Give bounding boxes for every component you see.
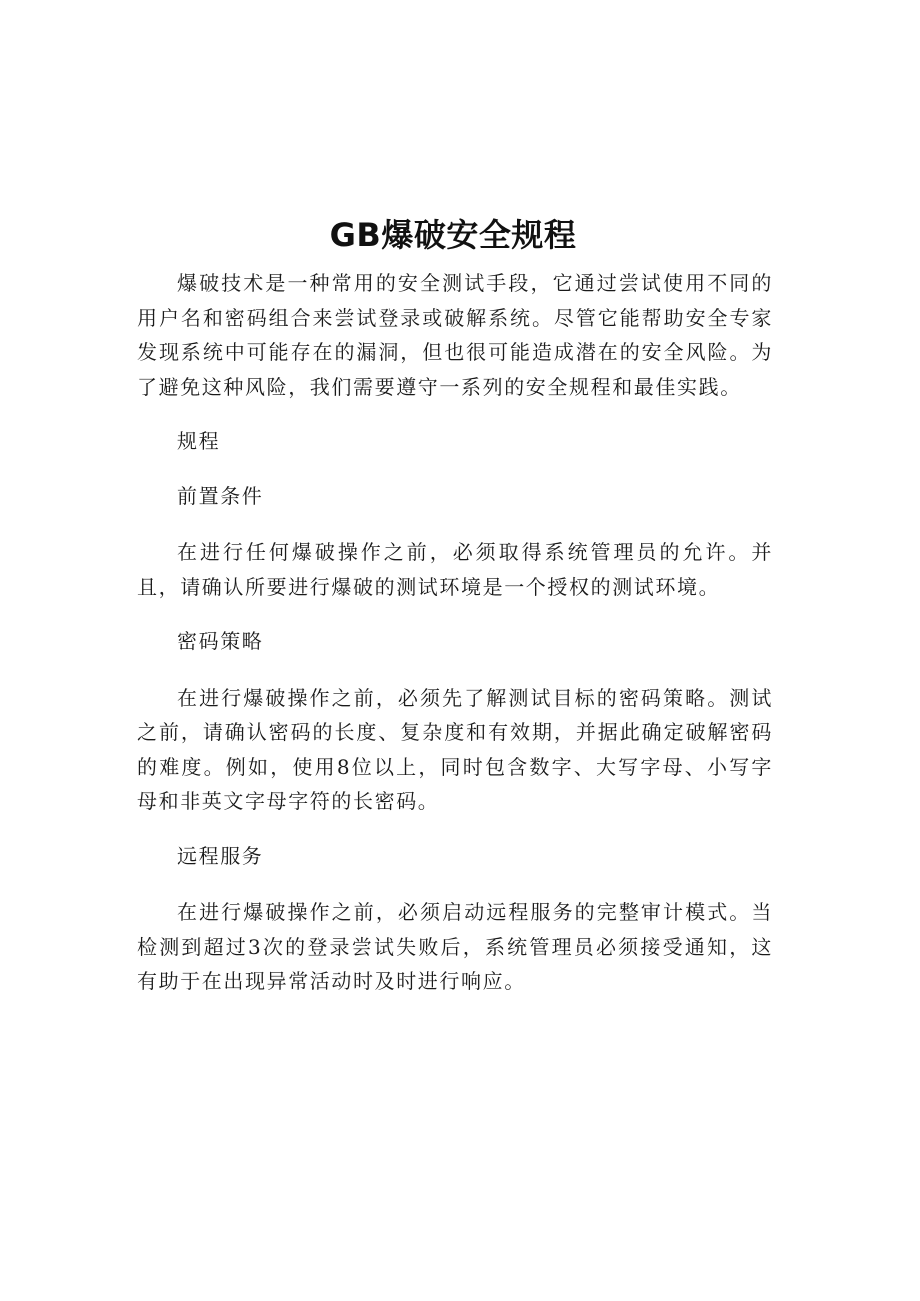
section-heading-remote-services: 远程服务	[177, 843, 264, 868]
section-heading-preconditions: 前置条件	[177, 483, 264, 508]
section-heading-password-policy: 密码策略	[177, 629, 264, 653]
section-heading-rules: 规程	[177, 429, 221, 453]
document-title: GB爆破安全规程	[329, 216, 577, 254]
intro-paragraph: 爆破技术是一种常用的安全测试手段，它通过尝试使用不同的用户名和密码组合来尝试登录或破解系统。尽管它能帮助安全专家发现系统中可能存在的漏洞，但也很可能造成潜在的安全风险。为了避免这种风险，我们需要遵守一系列的安全规程和最佳实践。	[137, 271, 773, 399]
document-body	[137, 266, 773, 999]
section-body-password-policy: 在进行爆破操作之前，必须先了解测试目标的密码策略。测试之前，请确认密码的长度、复杂度和有效期，并据此确定破解密码的难度。例如，使用8位以上，同时包含数字、大写字母、小写字母和非英文字母字符的长密码。	[137, 685, 773, 813]
section-body-preconditions: 在进行任何爆破操作之前，必须取得系统管理员的允许。并且，请确认所要进行爆破的测试环境是一个授权的测试环境。	[137, 540, 773, 599]
section-body-remote-services: 在进行爆破操作之前，必须启动远程服务的完整审计模式。当检测到超过3次的登录尝试失败后，系统管理员必须接受通知，这有助于在出现异常活动时及时进行响应。	[137, 900, 773, 993]
